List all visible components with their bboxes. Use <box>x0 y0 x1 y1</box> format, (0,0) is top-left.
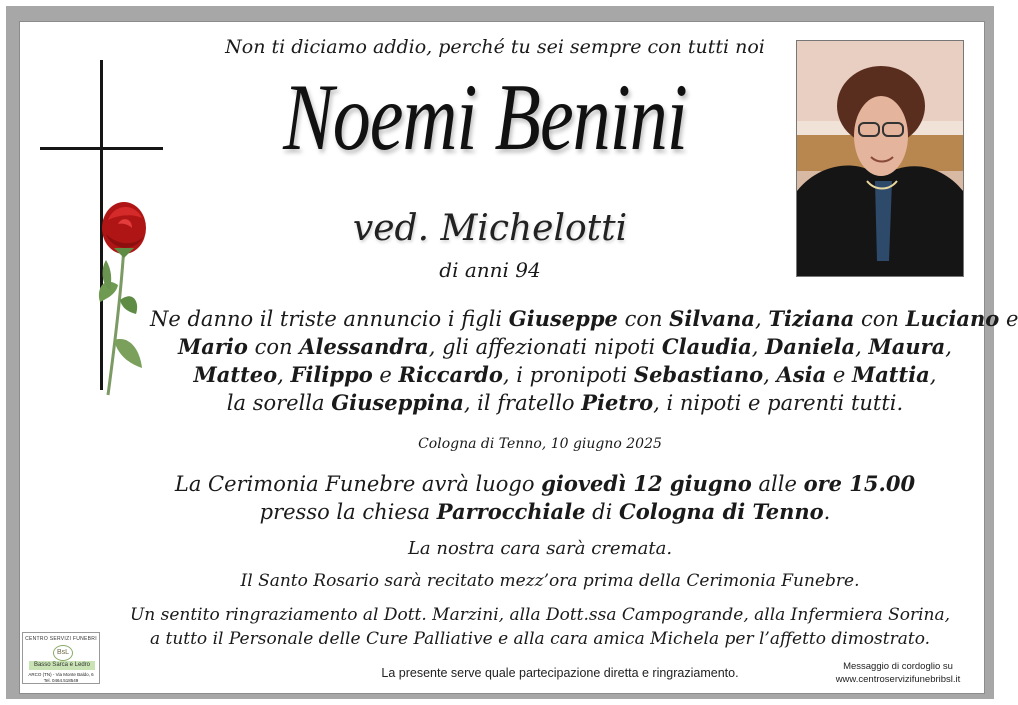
bold-name: Tiziana <box>768 306 855 331</box>
text-segment: con <box>247 335 300 359</box>
bold-name: Pietro <box>581 390 654 415</box>
age: di anni 94 <box>439 258 541 282</box>
text-segment: di <box>585 500 619 524</box>
bold-name: giovedì 12 giugno <box>541 471 752 496</box>
announcement-line <box>150 333 980 361</box>
condolence-label: Messaggio di cordoglio su <box>843 661 953 672</box>
text-segment: , il fratello <box>463 391 582 415</box>
ceremony-line <box>150 470 940 498</box>
bold-name: Silvana <box>669 306 755 331</box>
condolence-url[interactable]: www.centroservizifunebribsl.it <box>835 674 961 685</box>
bold-name: Claudia <box>661 334 752 359</box>
text-segment: , i pronipoti <box>502 363 634 387</box>
bold-name: Daniela <box>765 334 856 359</box>
bold-name: Luciano <box>905 306 1000 331</box>
bold-name: Mattia <box>851 362 930 387</box>
logo-monogram: BsL <box>53 645 73 661</box>
announcement-line <box>150 305 1018 333</box>
ceremony-info <box>150 470 940 526</box>
bold-name: Sebastiano <box>633 362 764 387</box>
logo-brand: Basso Sarca e Ledro <box>29 661 95 670</box>
cross-horizontal-bar <box>40 147 163 150</box>
thanks-line: Un sentito ringraziamento al Dott. Marzini, alla Dott.ssa Campogrande, alla Infermiera Sorina, <box>129 605 951 625</box>
text-segment: , <box>754 307 769 331</box>
widow-of: ved. Michelotti <box>352 208 628 249</box>
text-segment: e <box>999 307 1018 331</box>
text-segment: e <box>826 363 852 387</box>
text-segment: Ne danno il triste annuncio i figli <box>150 307 509 331</box>
bold-name: Filippo <box>290 362 373 387</box>
footnote: La presente serve quale partecipazione diretta e ringraziamento. <box>381 666 739 680</box>
text-segment: , <box>929 363 937 387</box>
text-segment: e <box>372 363 399 387</box>
bold-name: Mario <box>178 334 248 359</box>
text-segment: , i nipoti e parenti tutti. <box>653 391 904 415</box>
logo-address-line: ARCO (TN) - Via Monte Baldo, 6 <box>28 672 94 677</box>
text-segment: , <box>751 335 766 359</box>
thanks-line: a tutto il Personale delle Cure Palliative e alla cara amica Michela per l’affetto dimostrato. <box>149 629 931 649</box>
funeral-home-logo <box>22 632 100 684</box>
bold-name: Giuseppina <box>331 390 464 415</box>
text-segment: alle <box>751 472 804 496</box>
thanks-note <box>100 603 980 651</box>
ceremony-line <box>150 498 940 526</box>
announcement-line <box>150 389 980 417</box>
text-segment: presso la chiesa <box>259 500 437 524</box>
logo-phone: Tel. 0464.518549 <box>43 677 79 683</box>
bold-name: Giuseppe <box>508 306 618 331</box>
bold-name: Alessandra <box>299 334 429 359</box>
text-segment: la sorella <box>226 391 332 415</box>
deceased-name: Noemi Benini <box>283 65 687 170</box>
text-segment: La Cerimonia Funebre avrà luogo <box>174 472 542 496</box>
announcement <box>150 305 1018 417</box>
condolence-info <box>808 660 988 686</box>
place-date: Cologna di Tenno, 10 giugno 2025 <box>418 436 662 452</box>
bold-name: Riccardo <box>398 362 503 387</box>
rosary-note: Il Santo Rosario sarà recitato mezz’ora prima della Cerimonia Funebre. <box>240 571 860 591</box>
text-segment: , <box>855 335 869 359</box>
text-segment: con <box>854 307 906 331</box>
text-segment: con <box>617 307 670 331</box>
epigraph: Non ti diciamo addio, perché tu sei sempre con tutti noi <box>225 36 765 58</box>
text-segment: , <box>763 363 777 387</box>
bold-name: Cologna di Tenno <box>619 499 824 524</box>
bold-name: Maura <box>868 334 946 359</box>
text-segment: , gli affezionati nipoti <box>428 335 662 359</box>
bold-name: Matteo <box>193 362 278 387</box>
cremation-note: La nostra cara sarà cremata. <box>407 538 673 559</box>
logo-address <box>23 672 99 683</box>
text-segment: , <box>945 335 952 359</box>
portrait-photo <box>796 40 964 277</box>
bold-name: Parrocchiale <box>436 499 586 524</box>
logo-arc-text: CENTRO SERVIZI FUNEBRI <box>25 636 97 642</box>
bold-name: ore 15.00 <box>803 471 916 496</box>
text-segment: , <box>277 363 291 387</box>
announcement-line <box>150 361 980 389</box>
text-segment: . <box>823 500 831 524</box>
bold-name: Asia <box>776 362 827 387</box>
